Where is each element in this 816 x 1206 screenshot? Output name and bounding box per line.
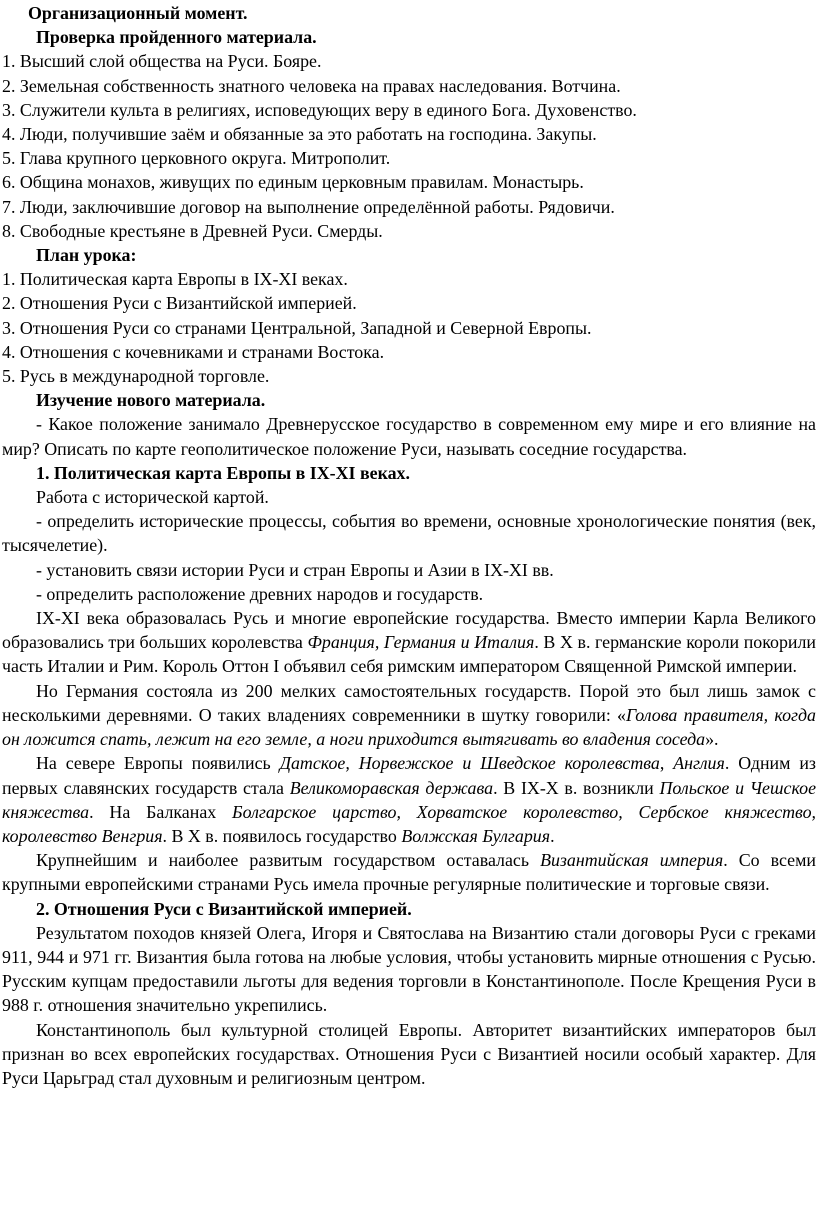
task-item: - установить связи истории Руси и стран Европы и Азии в IX-XI вв. xyxy=(36,559,554,580)
heading-section-1: 1. Политическая карта Европы в IX-XI веках. xyxy=(36,462,410,483)
italic-run: Великоморавская держава xyxy=(289,777,494,798)
list-item: 3. Отношения Руси со странами Центральной, Западной и Северной Европы. xyxy=(2,317,592,338)
italic-run: Голова правителя, когда он ложится спать, лежит на его земле, а ноги приходится вытягивать во владения соседа xyxy=(2,704,816,750)
text-run: , xyxy=(659,753,674,774)
study-question: - Какое положение занимало Древнерусское государство в современном ему мире и его влияние на мир? Описать по карте геополитическое положение Руси, называть соседние государства. xyxy=(2,414,816,459)
task-item: - определить расположение древних народов и государств. xyxy=(36,583,484,604)
list-item: 2. Отношения Руси с Византийской империей. xyxy=(2,293,357,314)
task-map-work: Работа с исторической картой. xyxy=(36,487,269,508)
list-item: 1. Политическая карта Европы в IX-XI веках. xyxy=(2,269,348,290)
heading-study: Изучение нового материала. xyxy=(36,390,266,411)
text-run: Крупнейшим и наиболее развитым государством оставалась xyxy=(36,850,541,871)
text-run: . В Х в. германские короли покорили часть Италии и Рим. Король Оттон I объявил себя римским императором Священной Римской империи. xyxy=(2,632,816,677)
italic-run: Датское, Норвежское и Шведское королевства xyxy=(279,753,660,774)
heading-plan: План урока: xyxy=(36,245,137,266)
paragraph-north-europe xyxy=(2,751,816,848)
paragraph-treaties: Результатом походов князей Олега, Игоря и Святослава на Византию стали договоры Руси с греками 911, 944 и 971 гг. Византия была готова на любые условия, чтобы установить мирные отношения с Русью. Русским купцам предоставили льготы для ведения торговли в Константинополе. После Крещения Руси в 988 г. отношения значительно укрепились. xyxy=(2,922,816,1016)
paragraph-germany xyxy=(2,679,816,752)
text-run: На севере Европы появились xyxy=(36,753,280,774)
title-org-moment: Организационный момент. xyxy=(28,3,248,23)
list-item: 3. Служители культа в религиях, исповедующих веру в единого Бога. Духовенство. xyxy=(2,99,637,120)
text-run: IX-XI века образовалась Русь и многие европейские государства. Вместо империи Карла Великого образовались три больших королевства xyxy=(2,608,816,653)
italic-run: Англия xyxy=(673,753,725,774)
list-item: 8. Свободные крестьяне в Древней Руси. Смерды. xyxy=(2,220,383,241)
list-item: 4. Люди, получившие заём и обязанные за это работать на господина. Закупы. xyxy=(2,124,597,145)
italic-run: Византийская империя xyxy=(540,850,724,871)
paragraph-kingdoms xyxy=(2,606,816,679)
list-item: 1. Высший слой общества на Руси. Бояре. xyxy=(2,51,322,72)
text-run: ». xyxy=(705,729,719,750)
list-item: 2. Земельная собственность знатного человека на правах наследования. Вотчина. xyxy=(2,75,621,96)
text-run: . Одним из первых славянских государств стала xyxy=(2,753,816,798)
list-item: 5. Глава крупного церковного округа. Митрополит. xyxy=(2,148,391,169)
text-run: . В IX-X в. возникли xyxy=(493,777,660,798)
paragraph-constantinople: Константинополь был культурной столицей Европы. Авторитет византийских императоров был признан во всех европейских государствах. Отношения Руси с Византией носили особый характер. Для Руси Царьград стал духовным и религиозным центром. xyxy=(2,1019,816,1088)
text-run: . На Балканах xyxy=(89,801,233,822)
text-run: . В Х в. появилось государство xyxy=(162,825,402,846)
check-list xyxy=(2,49,816,243)
paragraph-byzantium xyxy=(2,848,816,896)
italic-run: Франция, Германия и Италия xyxy=(307,632,535,653)
list-item: 5. Русь в международной торговле. xyxy=(2,366,270,387)
heading-section-2: 2. Отношения Руси с Византийской империей. xyxy=(36,898,412,919)
text-run: . Со всеми крупными европейскими странами Русь имела прочные регулярные политические и торговые связи. xyxy=(2,850,816,895)
italic-run: Болгарское царство, Хорватское королевство, Сербское княжество, королевство Венгрия xyxy=(2,801,816,846)
list-item: 4. Отношения с кочевниками и странами Востока. xyxy=(2,341,385,362)
text-run: Но Германия состояла из 200 мелких самостоятельных государств. Порой это был лишь замок с несколькими деревнями. О таких владениях современники в шутку говорили: « xyxy=(2,680,816,725)
text-run: . xyxy=(550,825,555,846)
italic-run: Польское и Чешское княжества xyxy=(2,777,816,822)
italic-run: Волжская Булгария xyxy=(401,825,551,846)
plan-list xyxy=(2,267,816,388)
heading-check: Проверка пройденного материала. xyxy=(36,27,317,48)
list-item: 7. Люди, заключившие договор на выполнение определённой работы. Рядовичи. xyxy=(2,196,615,217)
list-item: 6. Община монахов, живущих по единым церковным правилам. Монастырь. xyxy=(2,172,584,193)
task-item: - определить исторические процессы, события во времени, основные хронологические понятия (век, тысячелетие). xyxy=(2,511,816,556)
